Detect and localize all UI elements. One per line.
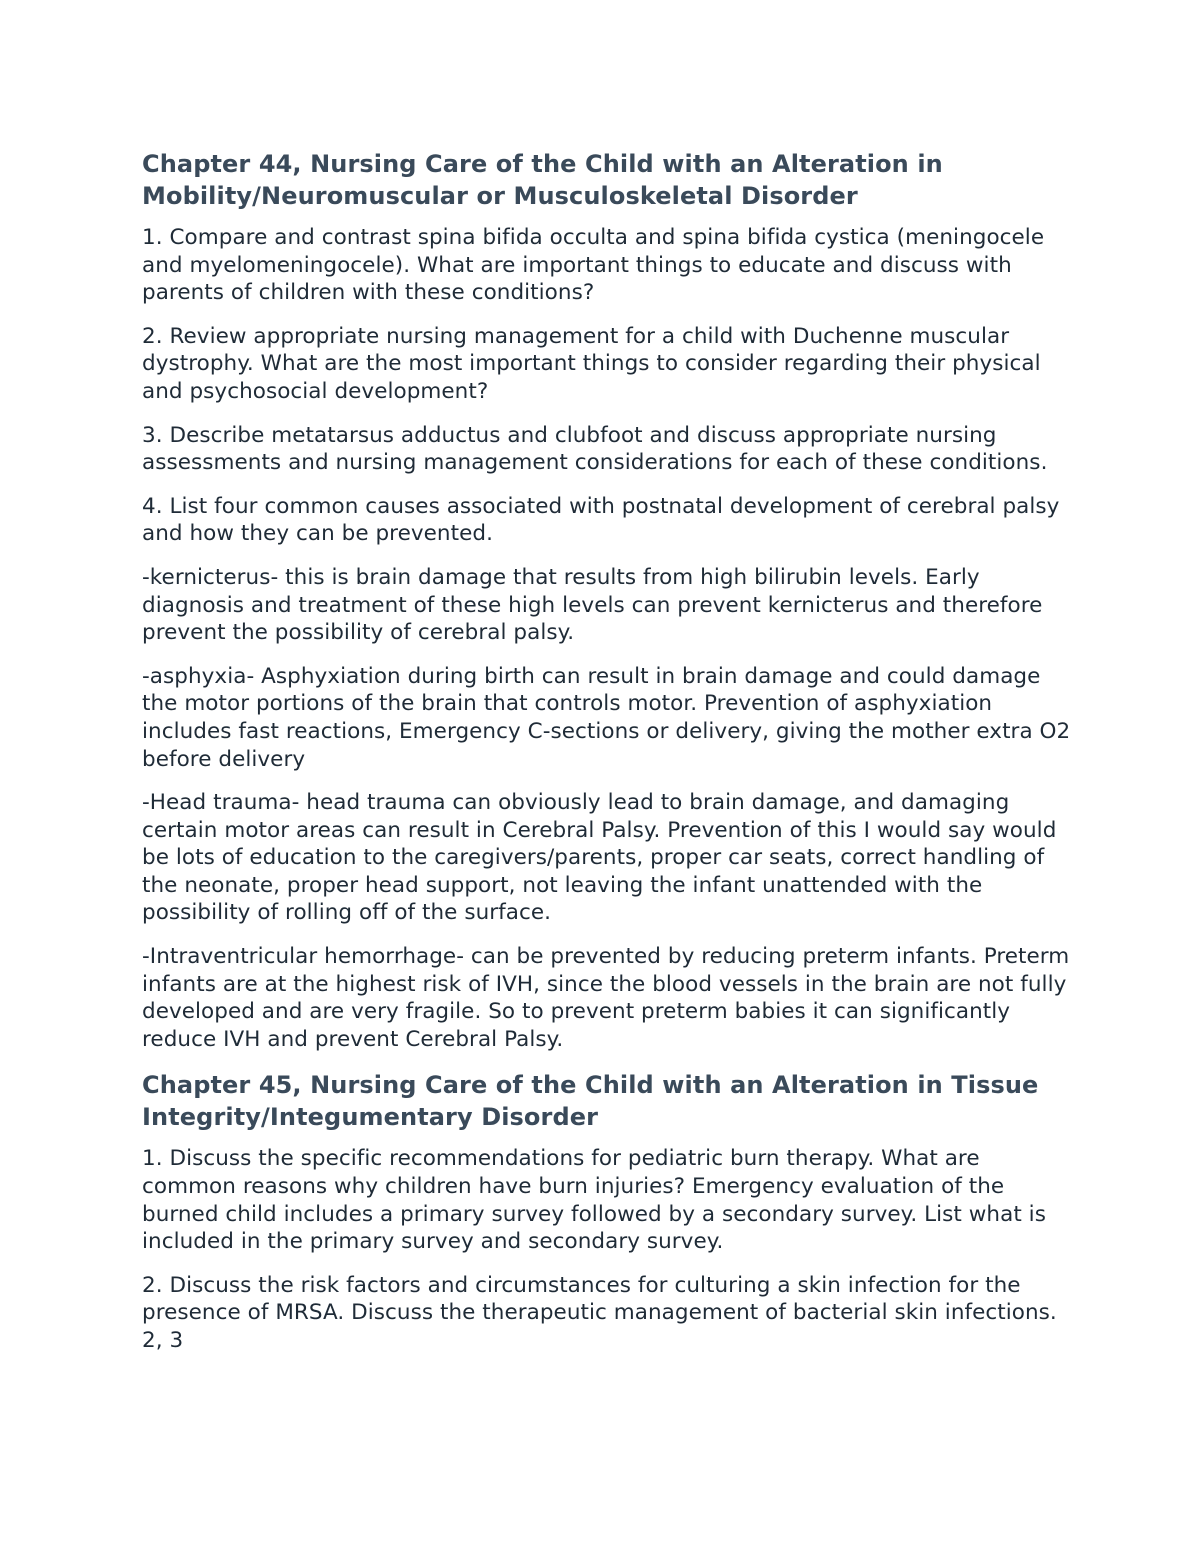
ch44-answer-head-trauma: -Head trauma- head trauma can obviously lead to brain damage, and damaging certain motor areas can result in Cerebral Palsy. Prevention of this I would say would be lots of education to the caregivers/parents, proper car seats, correct handling of the neonate, proper head support, not leaving the infant unattended with the possibility of rolling off of the surface.	[142, 790, 1057, 926]
ch44-question-2: 2. Review appropriate nursing management for a child with Duchenne muscular dystrophy. What are the most important things to consider regarding their physical and psychosocial development?	[142, 323, 1041, 404]
ch44-question-1: 1. Compare and contrast spina bifida occulta and spina bifida cystica (meningocele and myelomeningocele). What are important things to educate and discuss with parents of children with these conditions?	[142, 225, 1045, 306]
document-page	[142, 148, 1072, 1371]
ch44-question-4: 4. List four common causes associated with postnatal development of cerebral palsy and how they can be prevented.	[142, 493, 1060, 547]
ch44-answer-kernicterus: -kernicterus- this is brain damage that results from high bilirubin levels. Early diagnosis and treatment of these high levels can prevent kernicterus and therefore prevent the possibility of cerebral palsy.	[142, 564, 1043, 646]
chapter-44-heading: Chapter 44, Nursing Care of the Child with an Alteration in Mobility/Neuromuscular or Musculoskeletal Disorder	[142, 150, 943, 210]
ch45-question-1: 1. Discuss the specific recommendations for pediatric burn therapy. What are common reasons why children have burn injuries? Emergency evaluation of the burned child includes a primary survey followed by a secondary survey. List what is included in the primary survey and secondary survey.	[142, 1146, 1046, 1255]
ch44-question-3: 3. Describe metatarsus adductus and clubfoot and discuss appropriate nursing assessments and nursing management considerations for each of these conditions.	[142, 422, 1048, 476]
ch45-question-2: 2. Discuss the risk factors and circumstances for culturing a skin infection for the presence of MRSA. Discuss the therapeutic management of bacterial skin infections. 2, 3	[142, 1272, 1057, 1353]
ch44-answer-asphyxia: -asphyxia- Asphyxiation during birth can result in brain damage and could damage the motor portions of the brain that controls motor. Prevention of asphyxiation includes fast reactions, Emergency C-sections or delivery, giving the mother extra O2 before delivery	[142, 663, 1071, 772]
chapter-45-heading: Chapter 45, Nursing Care of the Child with an Alteration in Tissue Integrity/Integumentary Disorder	[142, 1071, 1039, 1132]
ch44-answer-ivh: -Intraventricular hemorrhage- can be prevented by reducing preterm infants. Preterm infants are at the highest risk of IVH, since the blood vessels in the brain are not fully developed and are very fragile. So to prevent preterm babies it can significantly reduce IVH and prevent Cerebral Palsy.	[142, 944, 1070, 1052]
